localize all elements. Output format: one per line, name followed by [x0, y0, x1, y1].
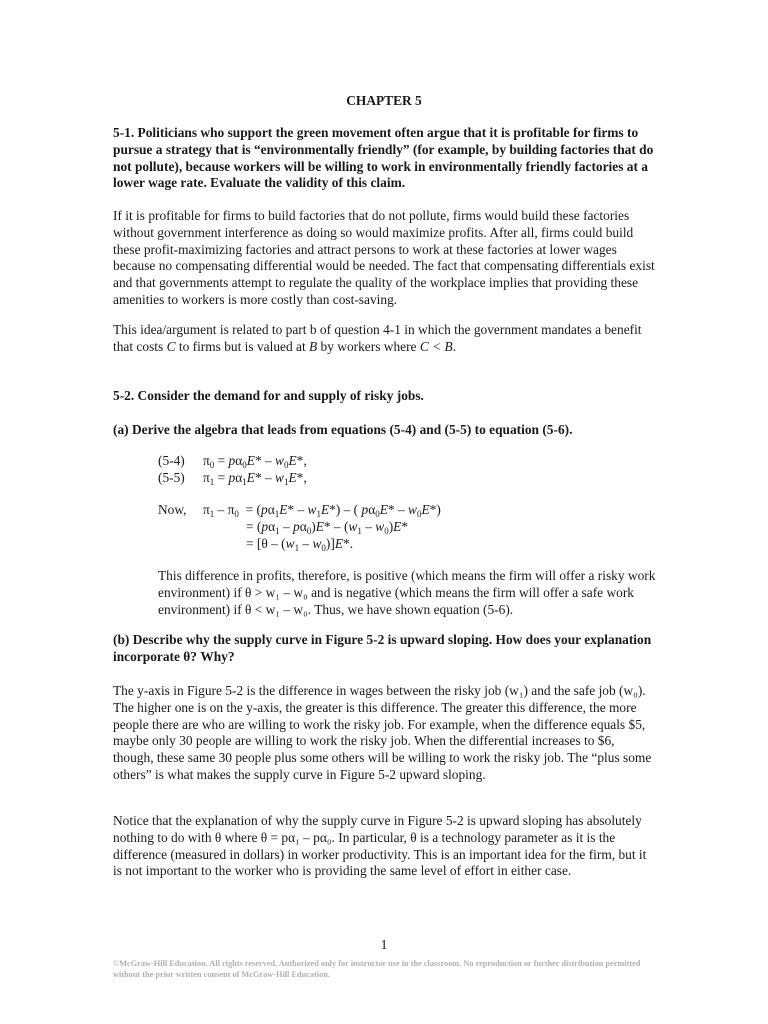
equation-5-4-label: (5-4) — [158, 453, 185, 468]
profit-difference-explanation: This difference in profits, therefore, is positive (which means the firm will offer a risky work environment) if θ > w₁ – w₀ and is negative (which means the firm will offer a safe work environment) if θ < w₁ – w₀. Thus, we have shown equation (5-6). — [158, 568, 656, 617]
equation-5-5: $\pi_1 = p\alpha_1E* - w_1E*$, — [203, 470, 307, 487]
question-5-1-heading: 5-1. Politicians who support the green movement often argue that it is profitable for firms to pursue a strategy that is “environmentally friendly” (for example, by building factories that do not pollute), because workers will be willing to work in environmentally friendly factories at a lower wage rate. Evaluate the validity of this claim. — [113, 125, 654, 191]
now-label: Now, — [158, 502, 187, 517]
equation-5-4: $\pi_0 = p\alpha_0E* - w_0E*$, — [203, 453, 307, 470]
question-5-2-part-a: (a) Derive the algebra that leads from equations (5-4) and (5-5) to equation (5-6). — [113, 422, 573, 437]
profit-difference-line-1: $\pi_1 - \pi_0 = (p\alpha_1E* - w_1E*)$ – ( $p\alpha_0E* - w_0E*$) — [203, 502, 441, 519]
part-b-answer-paragraph-2: Notice that the explanation of why the supply curve in Figure 5-2 is upward sloping has absolutely nothing to do with θ where θ = pα₁ – pα₀. In particular, θ is a technology parameter as it is the difference (measured in dollars) in worker productivity. This is an important idea for the firm, but it is not important to the worker who is providing the same level of effort in either case. — [113, 813, 647, 879]
page-number: 1 — [380, 938, 388, 953]
profit-difference-line-2: = $(p\alpha_1 - p\alpha_0)E* - (w_1 - w_0)E*$ — [246, 519, 409, 536]
part-b-answer-paragraph-1: The y-axis in Figure 5-2 is the difference in wages between the risky job (w₁) and the safe job (w₀). The higher one is on the y-axis, the greater is this difference. The greater this difference, the more people there are who are willing to work the risky job. For example, when the difference equals $5, maybe only 30 people are willing to work the risky job. When the differential increases to $6, though, these same 30 people plus some others will be willing to work the risky job. The “plus some others” is what makes the supply curve in Figure 5-2 upward sloping. — [113, 683, 652, 782]
profit-difference-line-3: = $[\theta - (w_1 - w_0)]E*$. — [246, 536, 354, 553]
question-5-2-part-b: (b) Describe why the supply curve in Figure 5-2 is upward sloping. How does your explanation incorporate θ? Why? — [113, 632, 652, 664]
equation-5-5-label: (5-5) — [158, 470, 185, 485]
question-5-1-answer-paragraph-2: This idea/argument is related to part b of question 4-1 in which the government mandates a benefit that costs C to firms but is valued at B by workers where C < B. — [113, 322, 642, 354]
copyright-footer: ©McGraw-Hill Education. All rights reserved. Authorized only for instructor use in the classroom. No reproduction or further distribution permitted without the prior written consent of McGraw-Hill Education. — [113, 959, 641, 979]
question-5-2-heading: 5-2. Consider the demand for and supply of risky jobs. — [113, 388, 424, 403]
chapter-title: CHAPTER 5 — [346, 93, 422, 108]
question-5-1-answer-paragraph-1: If it is profitable for firms to build factories that do not pollute, firms would build these factories without government interference as doing so would maximize profits. After all, firms could build these profit-maximizing factories and attract persons to work at these factories at lower wages because no compensating differential would be needed. The fact that compensating differentials exist and that governments attempt to regulate the quality of the workplace implies that providing these amenities to workers is more costly than cost-saving. — [113, 208, 655, 307]
